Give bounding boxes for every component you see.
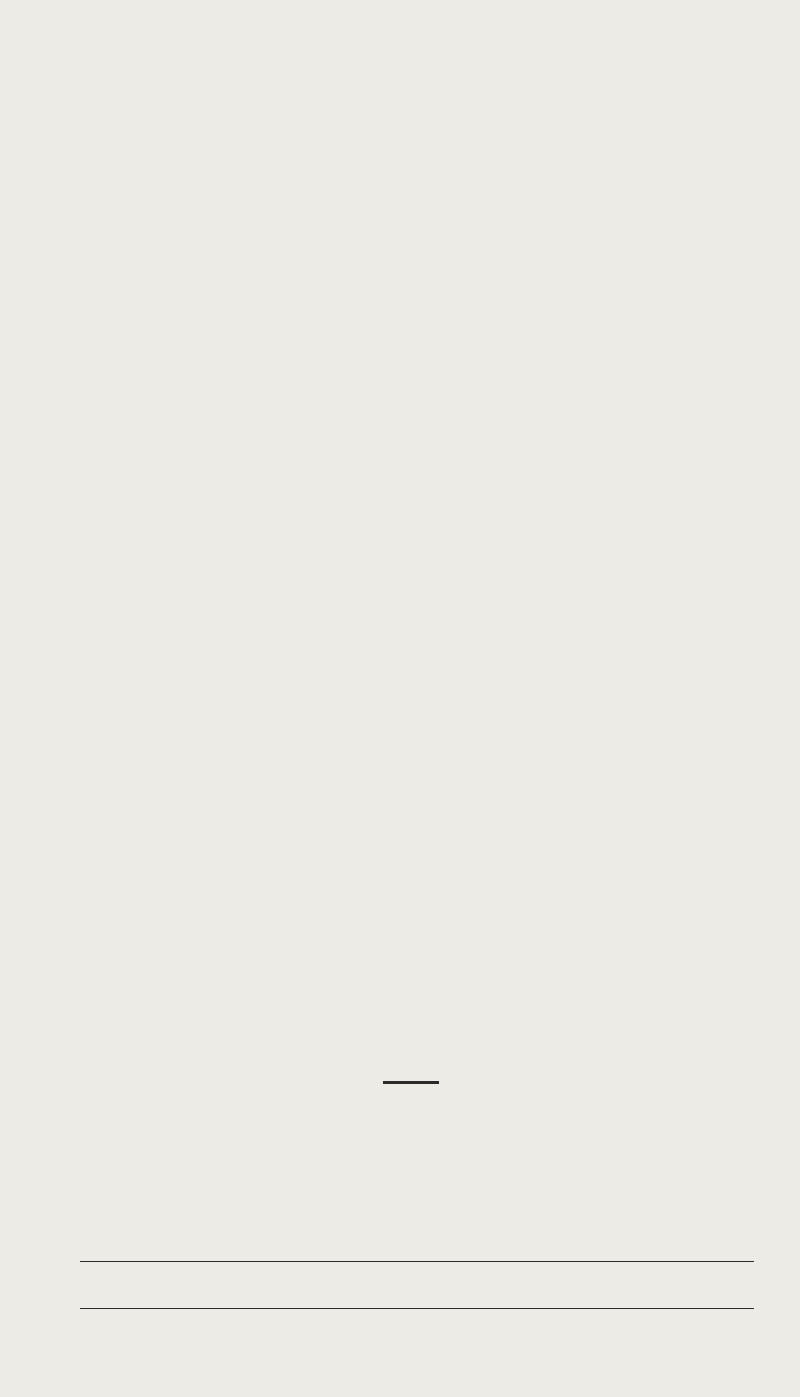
footer-rule xyxy=(80,1308,754,1309)
signature-rule xyxy=(80,1261,754,1262)
section-divider xyxy=(383,1081,439,1084)
